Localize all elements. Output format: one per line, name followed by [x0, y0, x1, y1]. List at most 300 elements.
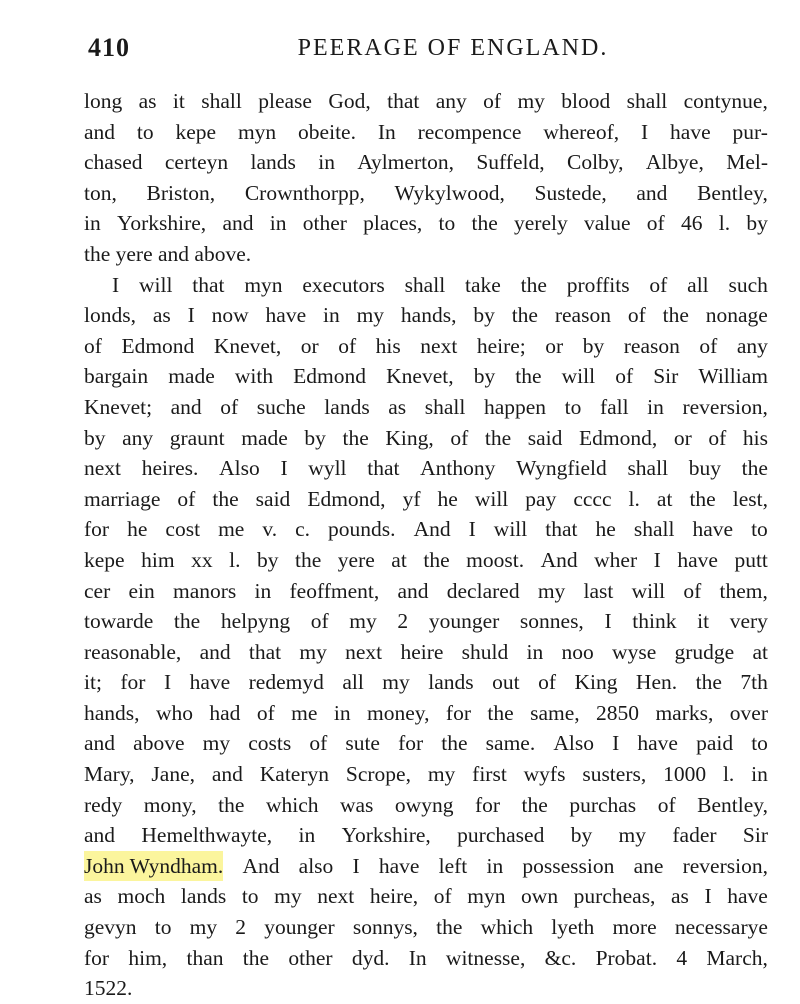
word: as	[671, 884, 689, 909]
word: own	[521, 884, 559, 909]
word: the	[173, 609, 201, 634]
word: have	[692, 517, 734, 542]
text-line	[84, 208, 768, 239]
word: of	[450, 425, 469, 450]
text-line	[84, 484, 768, 515]
word: that	[192, 272, 225, 297]
word: by	[582, 333, 605, 358]
word: ein	[128, 578, 155, 603]
word: of	[256, 700, 275, 725]
word: And	[242, 853, 280, 878]
word: will	[474, 486, 509, 511]
word: have	[265, 303, 307, 328]
word: yerely	[514, 211, 568, 236]
word: Aylmerton,	[357, 150, 454, 175]
word: lyeth	[551, 915, 595, 940]
word: gevyn	[84, 915, 137, 940]
word: think	[632, 609, 677, 634]
word: the	[471, 211, 498, 236]
word: 2850	[596, 700, 640, 725]
word: the	[436, 915, 463, 940]
word: pur-	[732, 119, 768, 144]
word: Hen.	[635, 670, 678, 695]
word: to	[564, 394, 582, 419]
word: to	[154, 915, 172, 940]
word: I	[604, 609, 612, 634]
word: cccc	[573, 486, 612, 511]
word: of	[177, 486, 196, 511]
word: Sir	[742, 823, 768, 848]
word: Hemelthwayte,	[141, 823, 273, 848]
word: said	[255, 486, 291, 511]
word: I	[612, 731, 620, 756]
word: Probat.	[595, 945, 658, 970]
word: than	[186, 945, 224, 970]
word: obeite.	[298, 119, 356, 144]
word: paid	[696, 731, 734, 756]
word: grudge	[674, 639, 735, 664]
word: my	[517, 89, 545, 113]
word: and	[84, 731, 116, 756]
word: fall	[599, 394, 629, 419]
word: which	[480, 915, 534, 940]
word: I	[112, 272, 120, 297]
word: of	[538, 670, 556, 695]
word: Edmond,	[307, 486, 386, 511]
word: will	[631, 578, 666, 603]
word: reason	[623, 333, 680, 358]
word: his	[742, 425, 768, 450]
word: reversion,	[682, 394, 768, 419]
page-header	[88, 28, 778, 68]
word: as	[388, 394, 407, 419]
word: in	[318, 150, 336, 175]
word: 2	[397, 609, 409, 634]
word: of	[84, 333, 102, 358]
word: March,	[706, 945, 768, 970]
word: my	[427, 762, 456, 787]
word: Yorkshire,	[341, 823, 431, 848]
word: the	[484, 425, 512, 450]
word: all	[342, 670, 364, 695]
word: at	[752, 639, 768, 664]
word: next	[345, 639, 383, 664]
word: 7th	[740, 670, 768, 695]
word: same,	[530, 700, 580, 725]
word: Colby,	[566, 150, 624, 175]
word: have	[670, 119, 711, 144]
word: marks,	[655, 700, 714, 725]
word: the	[689, 486, 716, 511]
word: my	[349, 609, 377, 634]
word: as	[138, 89, 157, 113]
word: of	[433, 884, 452, 909]
word: in	[322, 303, 340, 328]
word: fader	[672, 823, 717, 848]
word: me	[218, 517, 245, 542]
word: younger	[264, 915, 335, 940]
word: londs,	[84, 303, 136, 328]
text-line	[84, 178, 768, 209]
word: God,	[328, 89, 371, 113]
word: Knevet,	[213, 333, 282, 358]
word: of	[646, 211, 665, 236]
text-line	[84, 117, 768, 148]
word: by	[570, 823, 593, 848]
word: last	[583, 578, 614, 603]
word: it	[697, 609, 710, 634]
word: have	[378, 853, 420, 878]
word: over	[729, 700, 768, 725]
word: by	[84, 425, 106, 450]
word: he	[595, 517, 616, 542]
word: the	[423, 547, 450, 572]
word: that	[387, 89, 420, 113]
word: the	[511, 303, 538, 328]
word: for	[474, 792, 501, 817]
word: of	[483, 89, 502, 113]
word: declared	[446, 578, 520, 603]
word: purchas	[569, 792, 637, 817]
word: happen	[483, 394, 547, 419]
word: l.	[628, 486, 640, 511]
word: Also	[219, 456, 260, 481]
word: it	[172, 89, 185, 113]
word: any	[736, 333, 768, 358]
word: executors	[302, 272, 385, 297]
word: l.	[718, 211, 731, 236]
word: any	[122, 425, 154, 450]
word: myn	[237, 119, 277, 144]
word: the	[521, 792, 548, 817]
text-line	[84, 943, 768, 974]
word: the	[741, 456, 768, 481]
word: by	[256, 547, 279, 572]
word: in	[333, 700, 351, 725]
word: as	[84, 884, 102, 909]
word: and	[222, 211, 254, 236]
body-text	[84, 86, 768, 1004]
text-line	[84, 361, 768, 392]
word: that	[248, 639, 282, 664]
word: wyll	[308, 456, 347, 481]
text-line	[84, 637, 768, 668]
text-line	[84, 576, 768, 607]
word: susters,	[582, 762, 647, 787]
word: the	[695, 670, 722, 695]
word: and	[84, 119, 116, 144]
word: certeyn	[164, 150, 229, 175]
word: ton,	[84, 180, 117, 205]
word: I	[163, 670, 172, 695]
word: in	[84, 211, 101, 236]
word: which	[265, 792, 319, 817]
word: necessarye	[674, 915, 768, 940]
word: Wyngfield	[516, 456, 607, 481]
word: yf	[402, 486, 421, 511]
text-line	[84, 881, 768, 912]
word: 46	[680, 211, 703, 236]
word: costs	[248, 731, 292, 756]
word: of	[310, 609, 329, 634]
word: I	[468, 517, 476, 542]
word: them,	[719, 578, 768, 603]
word: heires.	[141, 456, 199, 481]
word: shall	[626, 89, 668, 113]
word: kepe	[175, 119, 217, 144]
word: my	[189, 915, 218, 940]
word: his	[375, 333, 401, 358]
word: he	[437, 486, 458, 511]
text-line	[84, 392, 768, 423]
word: noo	[561, 639, 594, 664]
word: proffits	[566, 272, 630, 297]
word: for	[445, 700, 471, 725]
word: lands	[428, 670, 474, 695]
word: of	[699, 333, 718, 358]
text-line	[84, 912, 768, 943]
word: shall	[424, 394, 466, 419]
word: other	[302, 211, 347, 236]
word: of	[657, 792, 676, 817]
running-head: PEERAGE OF ENGLAND.	[297, 34, 609, 61]
word: Sustede,	[534, 180, 607, 205]
word: to	[751, 731, 768, 756]
word: the	[441, 731, 468, 756]
word: putt	[734, 547, 768, 572]
word: above	[133, 731, 185, 756]
word: feoffment,	[289, 578, 380, 603]
word: out	[492, 670, 520, 695]
text-line	[84, 759, 768, 790]
word: l.	[229, 547, 241, 572]
word: Mary,	[84, 762, 135, 787]
word: possession	[522, 853, 615, 878]
word: have	[677, 547, 718, 572]
word: of	[683, 578, 702, 603]
word: by	[304, 425, 326, 450]
word: of	[309, 731, 328, 756]
word: Scrope,	[345, 762, 411, 787]
word: now	[211, 303, 249, 328]
word: as	[152, 303, 171, 328]
word: Crownthorpp,	[244, 180, 365, 205]
word: had	[209, 700, 241, 725]
text-line	[84, 973, 768, 1004]
word: for	[120, 670, 146, 695]
word: William	[698, 364, 768, 389]
word: Knevet;	[84, 394, 153, 419]
word: my	[274, 884, 302, 909]
text-line	[84, 453, 768, 484]
word: recompence	[417, 119, 522, 144]
word: cost	[165, 517, 201, 542]
word: shall	[627, 456, 669, 481]
word: have	[727, 884, 768, 909]
word: and	[84, 823, 116, 848]
word: next	[84, 456, 122, 481]
word: purcheas,	[573, 884, 656, 909]
line-text: the yere and above.	[84, 241, 252, 266]
word: or	[673, 425, 692, 450]
text-line	[84, 790, 768, 821]
text-line	[84, 545, 768, 576]
text-line	[84, 239, 768, 270]
word: Knevet,	[386, 364, 454, 389]
word: by	[746, 211, 768, 236]
word: shuld	[461, 639, 509, 664]
word: lands	[250, 150, 296, 175]
word: myn	[467, 884, 506, 909]
word: purchased	[457, 823, 545, 848]
word: lands	[180, 884, 227, 909]
word: Edmond,	[578, 425, 658, 450]
word: King	[574, 670, 618, 695]
word: said	[527, 425, 563, 450]
word: in	[526, 639, 544, 664]
word: pounds.	[328, 517, 396, 542]
word: owyng	[394, 792, 454, 817]
word: wyfs	[523, 762, 566, 787]
word: him	[141, 547, 175, 572]
word: same.	[485, 731, 536, 756]
word: lands	[324, 394, 370, 419]
word: of	[220, 394, 239, 419]
word: me	[291, 700, 318, 725]
word: heire;	[476, 333, 526, 358]
word: at	[656, 486, 673, 511]
word: my	[382, 670, 410, 695]
word: made	[168, 364, 215, 389]
word: money,	[367, 700, 430, 725]
word: Mel-	[726, 150, 768, 175]
word: lest,	[732, 486, 768, 511]
word: And	[540, 547, 578, 572]
text-line	[84, 514, 768, 545]
word: Edmond	[293, 364, 367, 389]
word: first	[472, 762, 507, 787]
word: long	[84, 89, 123, 113]
word: pay	[525, 486, 557, 511]
word: moost.	[466, 547, 525, 572]
word: or	[300, 333, 319, 358]
word: 4	[676, 945, 688, 970]
word: Albye,	[645, 150, 704, 175]
word: such	[728, 272, 768, 297]
word: will	[138, 272, 173, 297]
word: to	[136, 119, 154, 144]
word: have	[189, 670, 231, 695]
word: next	[317, 884, 355, 909]
word: Bentley,	[697, 792, 768, 817]
word: my	[299, 639, 327, 664]
word: xx	[191, 547, 213, 572]
word: towarde	[84, 609, 154, 634]
word: Yorkshire,	[116, 211, 207, 236]
text-line	[84, 728, 768, 759]
word: other	[288, 945, 333, 970]
word: the	[342, 425, 369, 450]
word: the	[662, 303, 689, 328]
word: more	[612, 915, 657, 940]
word: shall	[404, 272, 446, 297]
word: Bentley,	[697, 180, 768, 205]
word: King,	[385, 425, 434, 450]
word: who	[155, 700, 193, 725]
word: 2	[235, 915, 247, 940]
word: In	[377, 119, 396, 144]
word: left	[438, 853, 468, 878]
word: him,	[128, 945, 168, 970]
word: made	[241, 425, 288, 450]
word: he	[127, 517, 148, 542]
word: buy	[688, 456, 721, 481]
word: my	[618, 823, 647, 848]
text-line	[84, 423, 768, 454]
word: my	[202, 731, 231, 756]
word: suche	[256, 394, 306, 419]
word: ane	[633, 853, 664, 878]
word: in	[486, 853, 504, 878]
word: the	[218, 792, 245, 817]
word: please	[258, 89, 312, 113]
word: heire	[400, 639, 444, 664]
word: Briston,	[146, 180, 216, 205]
word: the	[212, 486, 239, 511]
word: was	[339, 792, 374, 817]
text-line	[84, 86, 768, 117]
word: whereof,	[543, 119, 620, 144]
word: any	[435, 89, 467, 113]
word: helpyng	[220, 609, 291, 634]
word: by	[473, 303, 495, 328]
word: the	[487, 700, 514, 725]
text-line	[84, 300, 768, 331]
word: or	[545, 333, 564, 358]
word: I	[704, 884, 712, 909]
text-line	[84, 851, 768, 882]
text-line	[84, 820, 768, 851]
word: yere	[337, 547, 375, 572]
word: shall	[633, 517, 675, 542]
word: for	[84, 945, 110, 970]
word: very	[729, 609, 768, 634]
text-line	[84, 698, 768, 729]
word: have	[637, 731, 678, 756]
word: Suffeld,	[476, 150, 545, 175]
word: my	[356, 303, 385, 328]
word: in	[751, 762, 768, 787]
word: for	[398, 731, 424, 756]
word: and	[397, 578, 429, 603]
word: of	[708, 425, 727, 450]
word: redy	[84, 792, 123, 817]
word: chased	[84, 150, 143, 175]
word: I	[187, 303, 195, 328]
word: nonage	[705, 303, 768, 328]
word: reversion,	[682, 853, 768, 878]
word: the	[515, 364, 542, 389]
text-line	[84, 606, 768, 637]
word: take	[464, 272, 501, 297]
word: and	[636, 180, 668, 205]
word: &c.	[544, 945, 577, 970]
word: of	[615, 364, 634, 389]
word: the	[520, 272, 547, 297]
word: by	[473, 364, 496, 389]
word: Anthony	[420, 456, 496, 481]
word: bargain	[84, 364, 149, 389]
